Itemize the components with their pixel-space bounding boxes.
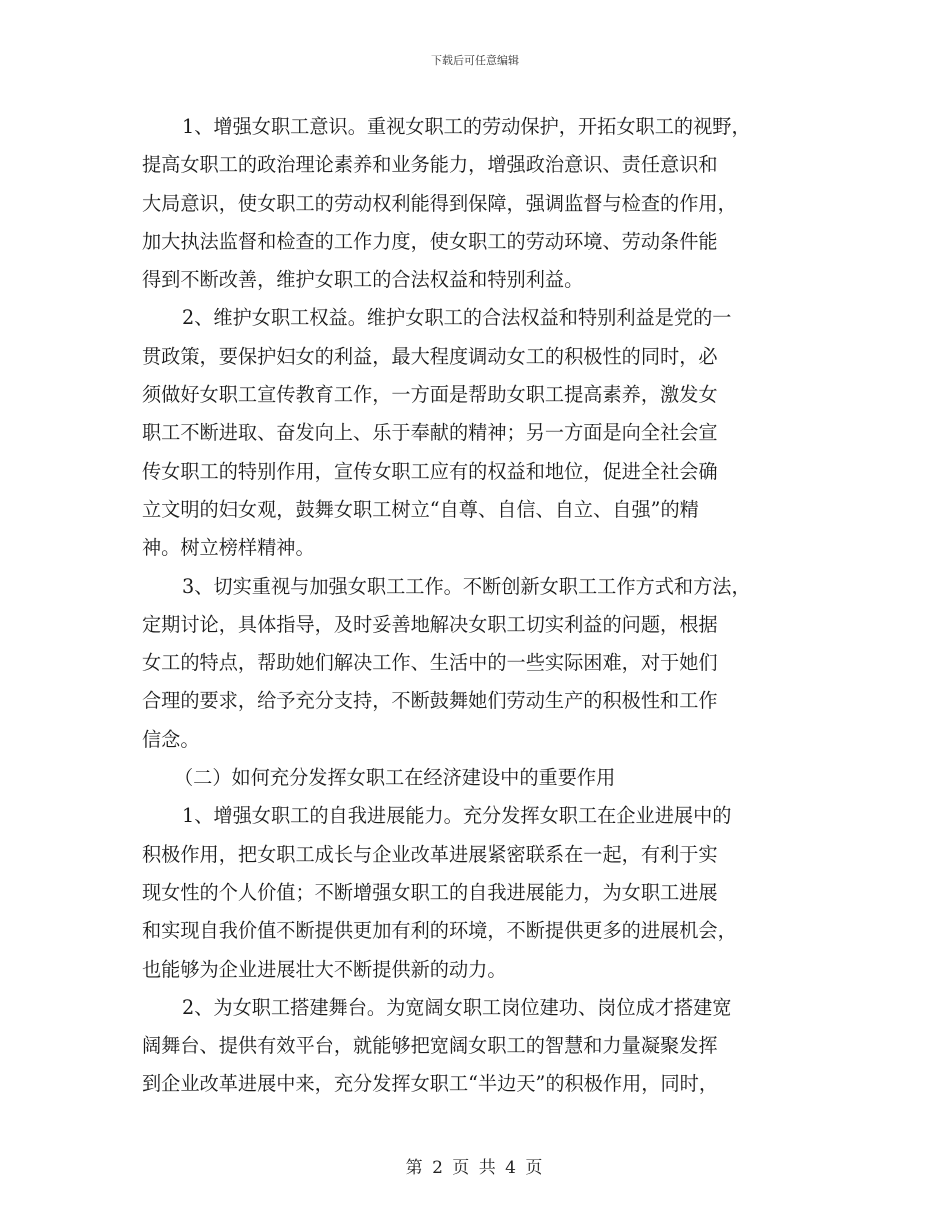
paragraph-line: 到企业改革进展中来，充分发挥女职工“半边天”的积极作用，同时， xyxy=(142,1072,719,1096)
paragraph-line: 大局意识，使女职工的劳动权利能得到保障，强调监督与检查的作用， xyxy=(142,191,737,215)
paragraph-line: 积极作用，把女职工成长与企业改革进展紧密联系在一起，有利于实 xyxy=(142,842,718,866)
paragraph-line: 须做好女职工宣传教育工作，一方面是帮助女职工提高素养，激发女 xyxy=(142,383,718,407)
page-header: 下载后可任意编辑 xyxy=(431,54,519,67)
paragraph-line: 传女职工的特别作用，宣传女职工应有的权益和地位，促进全社会确 xyxy=(142,459,718,483)
paragraph-line: 1、增强女职工的自我进展能力。充分发挥女职工在企业进展中的 xyxy=(182,804,732,828)
paragraph-line: 现女性的个人价值；不断增强女职工的自我进展能力，为女职工进展 xyxy=(142,880,718,904)
paragraph-line: 加大执法监督和检查的工作力度，使女职工的劳动环境、劳动条件能 xyxy=(142,229,718,253)
paragraph-line: 3、切实重视与加强女职工工作。不断创新女职工工作方式和方法， xyxy=(182,574,751,598)
page-footer: 第 2 页 共 4 页 xyxy=(405,1158,545,1178)
paragraph-line: 提高女职工的政治理论素养和业务能力，增强政治意识、责任意识和 xyxy=(142,153,718,177)
paragraph-line: 和实现自我价值不断提供更加有利的环境，不断提供更多的进展机会， xyxy=(142,919,737,943)
paragraph-line: 阔舞台、提供有效平台，就能够把宽阔女职工的智慧和力量凝聚发挥 xyxy=(142,1034,718,1058)
paragraph-line: 女工的特点，帮助她们解决工作、生活中的一些实际困难，对于她们 xyxy=(142,651,718,675)
paragraph-line: 也能够为企业进展壮大不断提供新的动力。 xyxy=(142,957,507,981)
document-body xyxy=(142,108,814,1104)
section-heading: （二）如何充分发挥女职工在经济建设中的重要作用 xyxy=(174,766,616,790)
paragraph-line: 合理的要求，给予充分支持，不断鼓舞她们劳动生产的积极性和工作 xyxy=(142,689,718,713)
paragraph-line: 1、增强女职工意识。重视女职工的劳动保护，开拓女职工的视野， xyxy=(182,115,751,138)
paragraph-line: 定期讨论，具体指导，及时妥善地解决女职工切实利益的问题，根据 xyxy=(142,612,718,636)
paragraph-line: 职工不断进取、奋发向上、乐于奉献的精神；另一方面是向全社会宣 xyxy=(142,421,718,445)
paragraph-line: 信念。 xyxy=(142,727,200,751)
paragraph-line: 2、维护女职工权益。维护女职工的合法权益和特别利益是党的一 xyxy=(182,306,732,330)
paragraph-line: 神。树立榜样精神。 xyxy=(142,536,315,560)
paragraph-line: 贯政策，要保护妇女的利益，最大程度调动女工的积极性的同时，必 xyxy=(142,344,718,368)
paragraph-line: 得到不断改善，维护女职工的合法权益和特别利益。 xyxy=(142,268,584,292)
paragraph-line: 2、为女职工搭建舞台。为宽阔女职工岗位建功、岗位成才搭建宽 xyxy=(182,995,732,1019)
paragraph-line: 立文明的妇女观，鼓舞女职工树立“自尊、自信、自立、自强”的精 xyxy=(142,497,699,521)
